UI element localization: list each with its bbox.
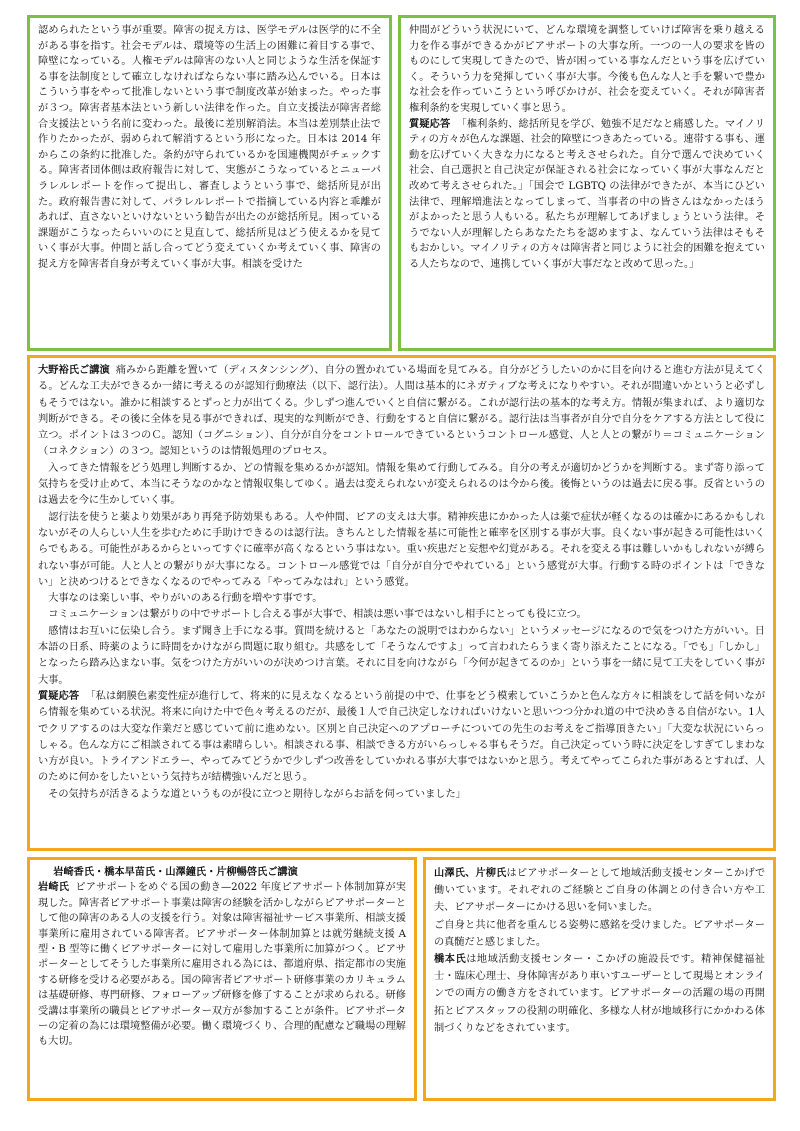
qa-label: 質疑応答: [409, 118, 451, 130]
box-middle: [27, 355, 776, 851]
box5-p1-text: はピアサポーターとして地域活動支援センターこかげで働いています。それぞれのご経験とご自身の体調との付き合い方や工夫、ピアサポーターにかける思いを伺いました。: [434, 868, 766, 914]
box3-qa-end: その気持ちが活きるような道というものが役に立つと期待しながらお話を伺っていました」: [48, 788, 466, 800]
box-right-top: [398, 15, 776, 351]
box3-qa: [38, 689, 765, 787]
box-bottom-right: [423, 857, 776, 1101]
box-bottom-left: [27, 857, 417, 1101]
qa-label: 質疑応答: [38, 690, 80, 702]
box4-text: ピアサポートをめぐる国の動き—2022 年度ピアサポート体制加算が実現した。障害者ピアサポート事業は障害の経験を活かしながらピアサポーターとして他の障害のある人の支援を行う。対象は障害福祉サービス事業所、相談支援事業所に雇用されている障害者。ピアサポーター体制加算とは就労継続支援 A 型・B 型等に働くピアサポーターに対して雇用した事業所に加算がつく。ピアサポーターとしてそうした事業所に雇用される為には、都道府県、指定都市の実施する研修を受ける必要がある。国の障害者ピアサポート研修事業のカリキュラムは基礎研修、専門研修、フォローアップ研修を修了することが求められる。研修受講は事業所の職員とピアサポーター双方が参加することが条件。ピアサポーターの定着の為には環境整備が必要。働く環境づくり、合理的配慮など職場の理解も大切。: [38, 882, 406, 1048]
box3-p1: [38, 363, 765, 461]
box-left-top: [27, 15, 392, 351]
box4-text-para: [38, 880, 406, 1049]
qa-text: 「権利条約、総括所見を学び、勉強不足だなと痛感した。マイノリティの方々が色んな課題、社会的障壁につきあたっている。連帯する事も、運動を広げていく大きな力になると考えさせられた。自分で選んで決めていく社会、自己選択と自己決定が保証される社会になっていく事が大事なんだと改めて考えさせられた。」「国会で LGBTQ の法律ができたが、本当にひどい法律で、理解増進法となってしまって、当事者の中の皆さんはなかったほうがよかったと思う人もいる。私たちが理解してあげましょうという法律。そうでない人が理解したらあなたたちを認めますよ、なんていう法律はそもそもおかしい。マイノリティの方々は障害者と同じように社会的困難を抱えている人たちなので、連携していく事が大事だなと改めて思った。」: [409, 118, 765, 270]
speaker-label: 岩崎氏: [38, 882, 70, 894]
lecture-heading: 大野裕氏ご講演: [38, 365, 110, 376]
box1-text: 認められたという事が重要。障害の捉え方は、医学モデルは医学的に不全がある事を指す。社会モデルは、環境等の生活上の困難に着目する事で、障壁になっている。人権モデルは障害のない人と同じような生活を保証する事を法制度として確立しなければならない事に踏み込んでいる。日本はこういう事をやって批准しないという事で制度改革が始まった。やった事が３つ。障害者基本法という新しい法律を作った。自立支援法が障害者総合支援法という名前に変わった。最後に差別解消法。本当は差別禁止法で作りたかったが、弱められて解消するという形になった。日本は 2014 年からこの条約に批准した。条約が守られているかを国連機関がチェックする。障害者団体側は政府報告に対して、実態がこうなっているとニューパラレルレポートを作って提出し、審査しようという事で、総括所見が出た。政府報告書に対して、パラレルレポートで指摘している内容と乖離があれば、直さないといけないという勧告が出たのが総括所見。困っている課題がこうなったらいいのにと見直して、総括所見はどう使えるかを見ていく事が大事。仲間と話し合ってどう変えていくか考えていく事、障害の捉え方を障害者自身が考えていく事が大事。相談を受けた: [38, 25, 381, 270]
box3-p1-text: 痛みから距離を置いて（ディスタンシング）、自分の置かれている場面を見てみる。自分がどうしたいのかに目を向けると進む方法が見えてくる。どんな工夫ができるか一緒に考えるのが認知行動療法（以下、認行法）。人間は基本的にネガティブな考えになりやすい。それが間違いかというと必ずしもそうではない。誰かに相談するとずっと力が出てくる。少しずつ進んでいくと自信に繋がる。これが認行法の基本的な考え方。情報が集まれば、より適切な判断ができる。その後に全体を見る事ができれば、現実的な判断ができ、行動をすると自信に繋がる。認行法は当事者が自分で自分をケアする方法として役に立つ。ポイントは３つのＣ。認知（コグニション）、自分が自分をコントロールできているというコントロール感覚、人と人との繋がり＝コミュニケーション（コネクション）の３つ。認知というのは情報処理のプロセス。: [38, 365, 765, 458]
name2-label: 橋本氏: [434, 954, 467, 966]
box5-p1: [434, 865, 765, 917]
box3-p4: 大事なのは楽しい事、やりがいのある行動を増やす事です。: [48, 593, 323, 605]
box3-p2: 入ってきた情報をどう処理し判断するか、どの情報を集めるかが認知。情報を集めて行動してみる。自分の考えが適切かどうかを判断する。まず寄り添って気持ちを受け止めて、本当にそうなのかなと情報収集してゆく。過去は変えられないが変えられるのは今から後。後悔というのは過去に戻る事。反省というのは過去を今に生かしていく事。: [38, 462, 765, 507]
box3-p5: コミュニケーションは繋がりの中でサポートし合える事が大事で、相談は悪い事ではないし相手にとっても役に立つ。: [48, 609, 587, 621]
box3-p3: 認行法を使うと薬より効果があり再発予防効果もある。人や仲間、ピアの支えは大事。精神疾患にかかった人は薬で症状が軽くなるのは確かにあるかもしれないがその人らしい人生を歩むために手助けできるのは認行法。きちんとした情報を基に可能性と確率を区別する事が大事。良くない事が起きる可能性はいくらでもある。可能性があるからといってすぐに確率が高くなるという事はない。重い疾患だと妄想や幻覚がある。それを変える事は難しいかもしれないが縛られない事が可能。人と人との繋がりが大事になる。コントロール感覚では「自分が自分でやれている」という感覚が大事。行動する時のポイントは「できない」と決めつけるとできなくなるのでやってみる「やってみなはれ」という感覚。: [38, 511, 765, 588]
box3-p6: 感情はお互いに伝染し合う。まず聞き上手になる事。質問を続けると「あなたの説明ではわからない」というメッセージになるので気をつけた方がいい。日本語の日系、時薬のように時間をかけながら問題に取り組む。共感をして「そうなんですよ」って言われたらうまく寄り添えたことになる。「でも」「しかし」となったら踏み込まない事。気をつけた方がいいのが決めつけ言葉。それに目を向けながら「今何が起きてるのか」という事を一緒に見て工夫をしていく事が大事。: [38, 625, 765, 686]
box5-p3: [434, 951, 765, 1037]
box5-p3-text: は地域活動支援センター・こかげの施設長です。精神保健福祉士・臨床心理士、身体障害があり車いすユーザーとして現場とオンラインでの両方の働き方をされています。ピアサポーターの活躍の場の再開拓とピアスタッフの役割の明確化、多様な人材が地域移行にかかわる体制づくりなどをされています。: [434, 954, 765, 1034]
panel-heading: 岩崎香氏・橋本早苗氏・山澤鐘氏・片柳暢啓氏ご講演: [53, 867, 298, 878]
box5-p2: ご自身と共に他者を重んじる姿勢に感銘を受けました。ピアサポーターの真髄だと感じました。: [434, 919, 765, 948]
box2-qa: [409, 117, 765, 273]
box2-text: 仲間がどういう状況にいて、どんな環境を調整していけば障害を乗り越える力を作る事ができるかがピアサポートの大事な所。一つの一人の要求を皆のものにして実現してきたので、皆が困っている事なんだという事を広げていく。そういう力を発揮していく事が大事。今後も色んな人と手を繋いで豊かな社会を作っていこうという呼びかけが、社会を変えていく。それが障害者権利条約を実現していく事と思う。: [409, 25, 765, 114]
names-label: 山澤氏、片柳氏: [434, 868, 507, 879]
qa-text: 「私は網膜色素変性症が進行して、将来的に見えなくなるという前提の中で、仕事をどう模索していこうかと色んな方々に相談をして話を伺いながら情報を集めている状況。将来に向けた中で色々考えるのだが、最後１人で自己決定しなければいけないと思いつつ分かれ道の中で決めきる自信がない。1人でクリアするのは大変な作業だと感じていて前に進めない。区別と自己決定へのアプローチについての先生のお考えをご指導頂きたい」「大変な状況にいらっしゃる。色んな方にご相談されてる事は素晴らしい。相談される事、相談できる方がいらっしゃる事もそうだ。自己決定っていう時に決定をしすぎてしまわない方が良い。トライアンドエラー、やってみてどうかで少しずつ改善をしていかれる事が大事ではないかと思う。考えてやってこられた事があるとすれば、人のために何かをしたいという気持ちが結構強いんだと思う。: [38, 690, 766, 784]
